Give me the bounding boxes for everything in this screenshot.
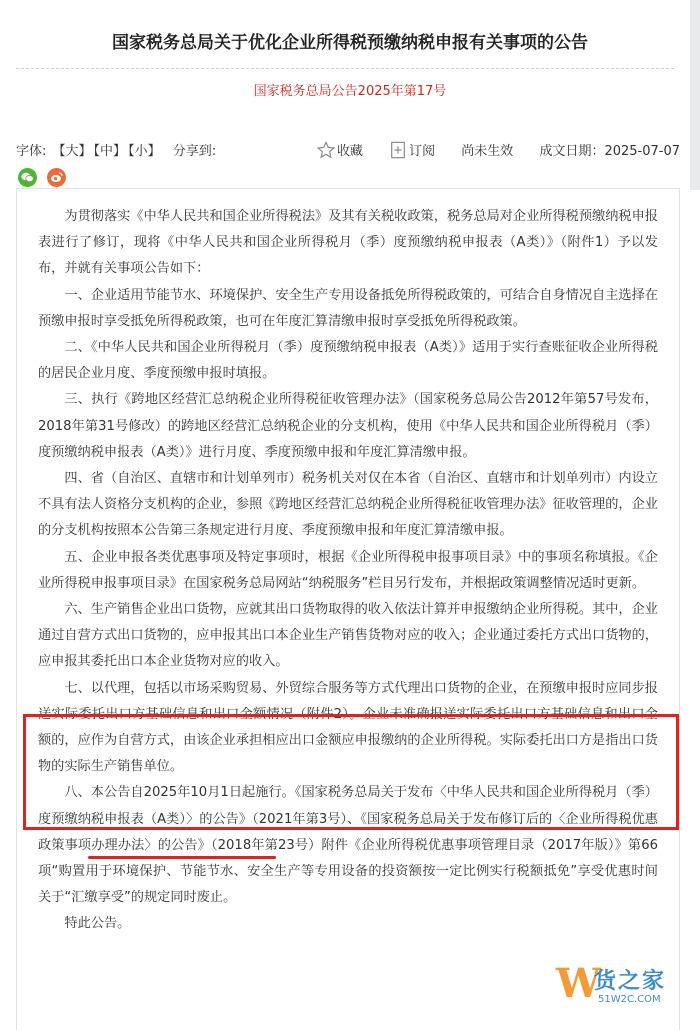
wechat-icon[interactable] — [18, 168, 37, 187]
article-paragraph-6: 六、生产销售企业出口货物，应就其出口货物取得的收入依法计算并申报缴纳企业所得税。其中，企业通过自营方式出口货物的，应申报其出口本企业生产销售货物对应的收入；企业通过委托方式出口货物的，应申报其委托出口本企业货物对应的收入。 — [38, 602, 658, 670]
watermark-name: 货之家 — [594, 969, 667, 994]
page-title: 国家税务总局关于优化企业所得税预缴纳税申报有关事项的公告 — [112, 33, 588, 53]
favorite-label: 收藏 — [336, 144, 363, 159]
site-watermark — [548, 960, 698, 1022]
article-paragraph-1: 一、企业适用节能节水、环境保护、安全生产专用设备抵免所得税政策的，可结合自身情况自主选择在预缴申报时享受抵免所得税政策，也可在年度汇算清缴申报时享受抵免所得税政策。 — [38, 287, 658, 329]
article-paragraph-7: 七、以代理，包括以市场采购贸易、外贸综合服务等方式代理出口货物的企业，在预缴申报时应同步报送实际委托出口方基础信息和出口金额情况（附件2）。企业未准确报送实际委托出口方基础信息和出口金额的，应作为自营方式，由该企业承担相应出口金额应申报缴纳的企业所得税。实际委托出口方是指出口货物的实际生产销售单位。 — [38, 680, 658, 775]
article-closing: 特此公告。 — [64, 916, 131, 932]
article-body — [38, 204, 658, 938]
star-icon — [317, 141, 335, 159]
title-divider — [16, 68, 674, 69]
issue-date: 成文日期：2025-07-07 — [539, 144, 680, 159]
article-paragraph-5: 五、企业申报各类优惠事项及特定事项时，根据《企业所得税申报事项目录》中的事项名称填报。《企业所得税申报事项目录》在国家税务总局网站“纳税服务”栏目另行发布，并根据政策调整情况适时更新。 — [38, 549, 658, 591]
article-toolbar — [16, 140, 680, 160]
share-label: 分享到: — [172, 144, 217, 159]
article-paragraph-3: 三、执行《跨地区经营汇总纳税企业所得税征收管理办法》（国家税务总局公告2012年第57号发布，2018年第31号修改）的跨地区经营汇总纳税企业的分支机构，使用《中华人民共和国企业所得税月（季）度预缴纳税申报表（A类）》进行月度、季度预缴申报和年度汇算清缴申报。 — [38, 392, 658, 460]
subscribe-label: 订阅 — [409, 144, 436, 159]
watermark-logo-letter: W — [556, 960, 601, 1007]
font-large-button[interactable]: 【大】 — [52, 144, 92, 159]
document-number: 国家税务总局公告2025年第17号 — [253, 84, 447, 99]
article-paragraph-4: 四、省（自治区、直辖市和计划单列市）税务机关对仅在本省（自治区、直辖市和计划单列市）内设立不具有法人资格分支机构的企业，参照《跨地区经营汇总纳税企业所得税征收管理办法》征收管理的，企业的分支机构按照本公告第三条规定进行月度、季度预缴申报和年度汇算清缴申报。 — [38, 471, 658, 539]
font-small-button[interactable]: 【小】 — [128, 144, 161, 159]
font-size-controls — [16, 140, 218, 159]
favorite-button[interactable] — [317, 140, 363, 159]
font-size-label: 字体: — [16, 144, 47, 159]
effective-status: 尚未生效 — [461, 144, 514, 159]
weibo-icon[interactable] — [47, 168, 66, 187]
font-medium-button[interactable]: 【中】 — [93, 144, 127, 159]
subscribe-icon — [389, 141, 407, 159]
effective-date-underline — [88, 856, 276, 859]
article-paragraph-2: 二、《中华人民共和国企业所得税月（季）度预缴纳税申报表（A类）》适用于实行查账征收企业所得税的居民企业月度、季度预缴申报时填报。 — [38, 340, 658, 382]
article-paragraph-8: 八、本公告自2025年10月1日起施行。《国家税务总局关于发布〈中华人民共和国企业所得税月（季）度预缴纳税申报表（A类）〉的公告》（2021年第3号）、《国家税务总局关于发布修订后的〈企业所得税优惠政策事项办理办法〉的公告》（2018年第23号）附件《企业所得税优惠事项管理目录（2017年版）》第66项“购置用于环境保护、节能节水、安全生产等专用设备的投资额按一定比例实行税额抵免”享受优惠时间关于“汇缴享受”的规定同时废止。 — [38, 785, 658, 906]
subscribe-button[interactable] — [389, 140, 435, 159]
watermark-domain: 51W2C.COM — [598, 994, 661, 1005]
share-buttons — [18, 168, 72, 190]
article-actions — [295, 140, 680, 159]
article-paragraph-intro: 为贯彻落实《中华人民共和国企业所得税法》及其有关税收政策，税务总局对企业所得税预缴纳税申报表进行了修订，现将《中华人民共和国企业所得税月（季）度预缴纳税申报表（A类）》（附件1）予以发布，并就有关事项公告如下： — [38, 209, 658, 277]
